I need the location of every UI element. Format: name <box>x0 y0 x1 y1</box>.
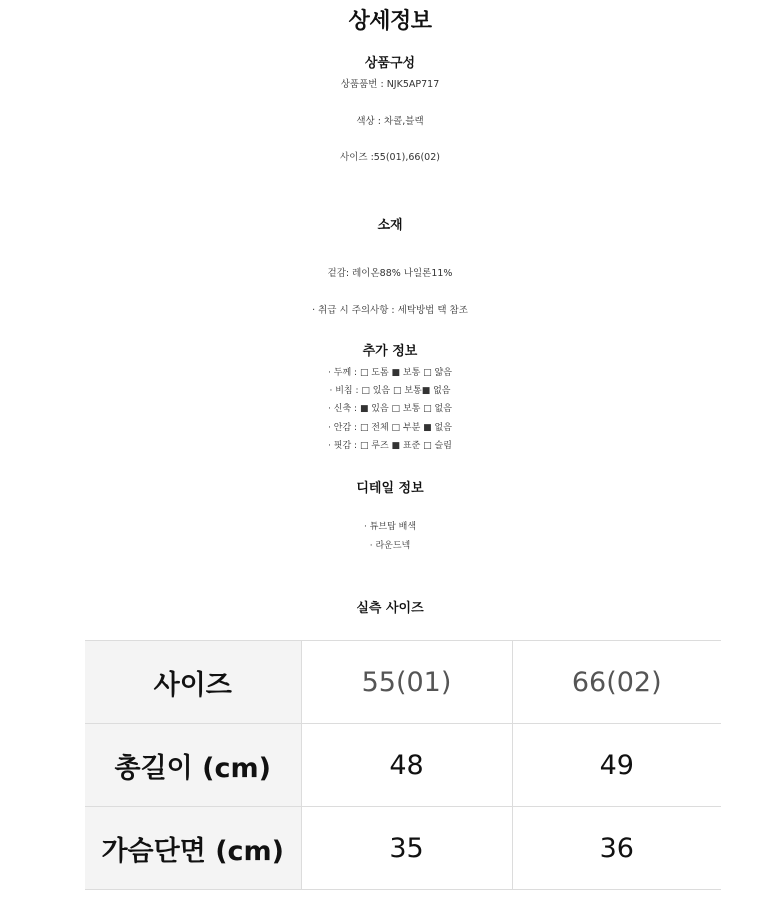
table-row <box>85 807 721 890</box>
table-row <box>85 724 721 807</box>
composition-heading: 상품구성 <box>364 56 416 71</box>
product-color: 색상 : 차콜,블랙 <box>356 116 424 127</box>
size-header-label: 사이즈 <box>85 641 301 724</box>
care-instructions: · 취급 시 주의사항 : 세탁방법 택 참조 <box>312 305 468 316</box>
detail-item: · 라운드넥 <box>369 541 411 551</box>
lining-row: · 안감 : □ 전체 □ 부분 ■ 없음 <box>328 423 452 433</box>
product-sizes: 사이즈 :55(01),66(02) <box>340 152 440 163</box>
detail-info-heading: 디테일 정보 <box>356 481 424 496</box>
table-cell: 35 <box>301 807 512 890</box>
thickness-row: · 두께 : □ 도톰 ■ 보통 □ 얇음 <box>328 368 452 378</box>
material-heading: 소재 <box>377 218 403 233</box>
size-table-heading: 실측 사이즈 <box>356 601 424 616</box>
table-cell: 49 <box>512 724 721 807</box>
row-label-length: 총길이 (cm) <box>85 724 301 807</box>
table-cell: 36 <box>512 807 721 890</box>
detail-item: · 튜브탑 배색 <box>363 522 417 532</box>
table-cell: 48 <box>301 724 512 807</box>
page-title: 상세정보 <box>348 9 432 34</box>
material-composition: 겉감: 레이온88% 나일론11% <box>327 268 453 279</box>
table-header-row <box>85 641 721 724</box>
row-label-chest: 가슴단면 (cm) <box>85 807 301 890</box>
size-table <box>85 640 721 890</box>
product-code: 상품품번 : NJK5AP717 <box>340 79 440 90</box>
transparency-row: · 비침 : □ 있음 □ 보통■ 없음 <box>329 386 451 396</box>
stretch-row: · 신축 : ■ 있음 □ 보통 □ 없음 <box>328 404 452 414</box>
size-header-55: 55(01) <box>301 641 512 724</box>
fit-row: · 핏감 : □ 루즈 ■ 표준 □ 슬림 <box>328 441 452 451</box>
size-header-66: 66(02) <box>512 641 721 724</box>
extra-info-heading: 추가 정보 <box>362 344 418 359</box>
